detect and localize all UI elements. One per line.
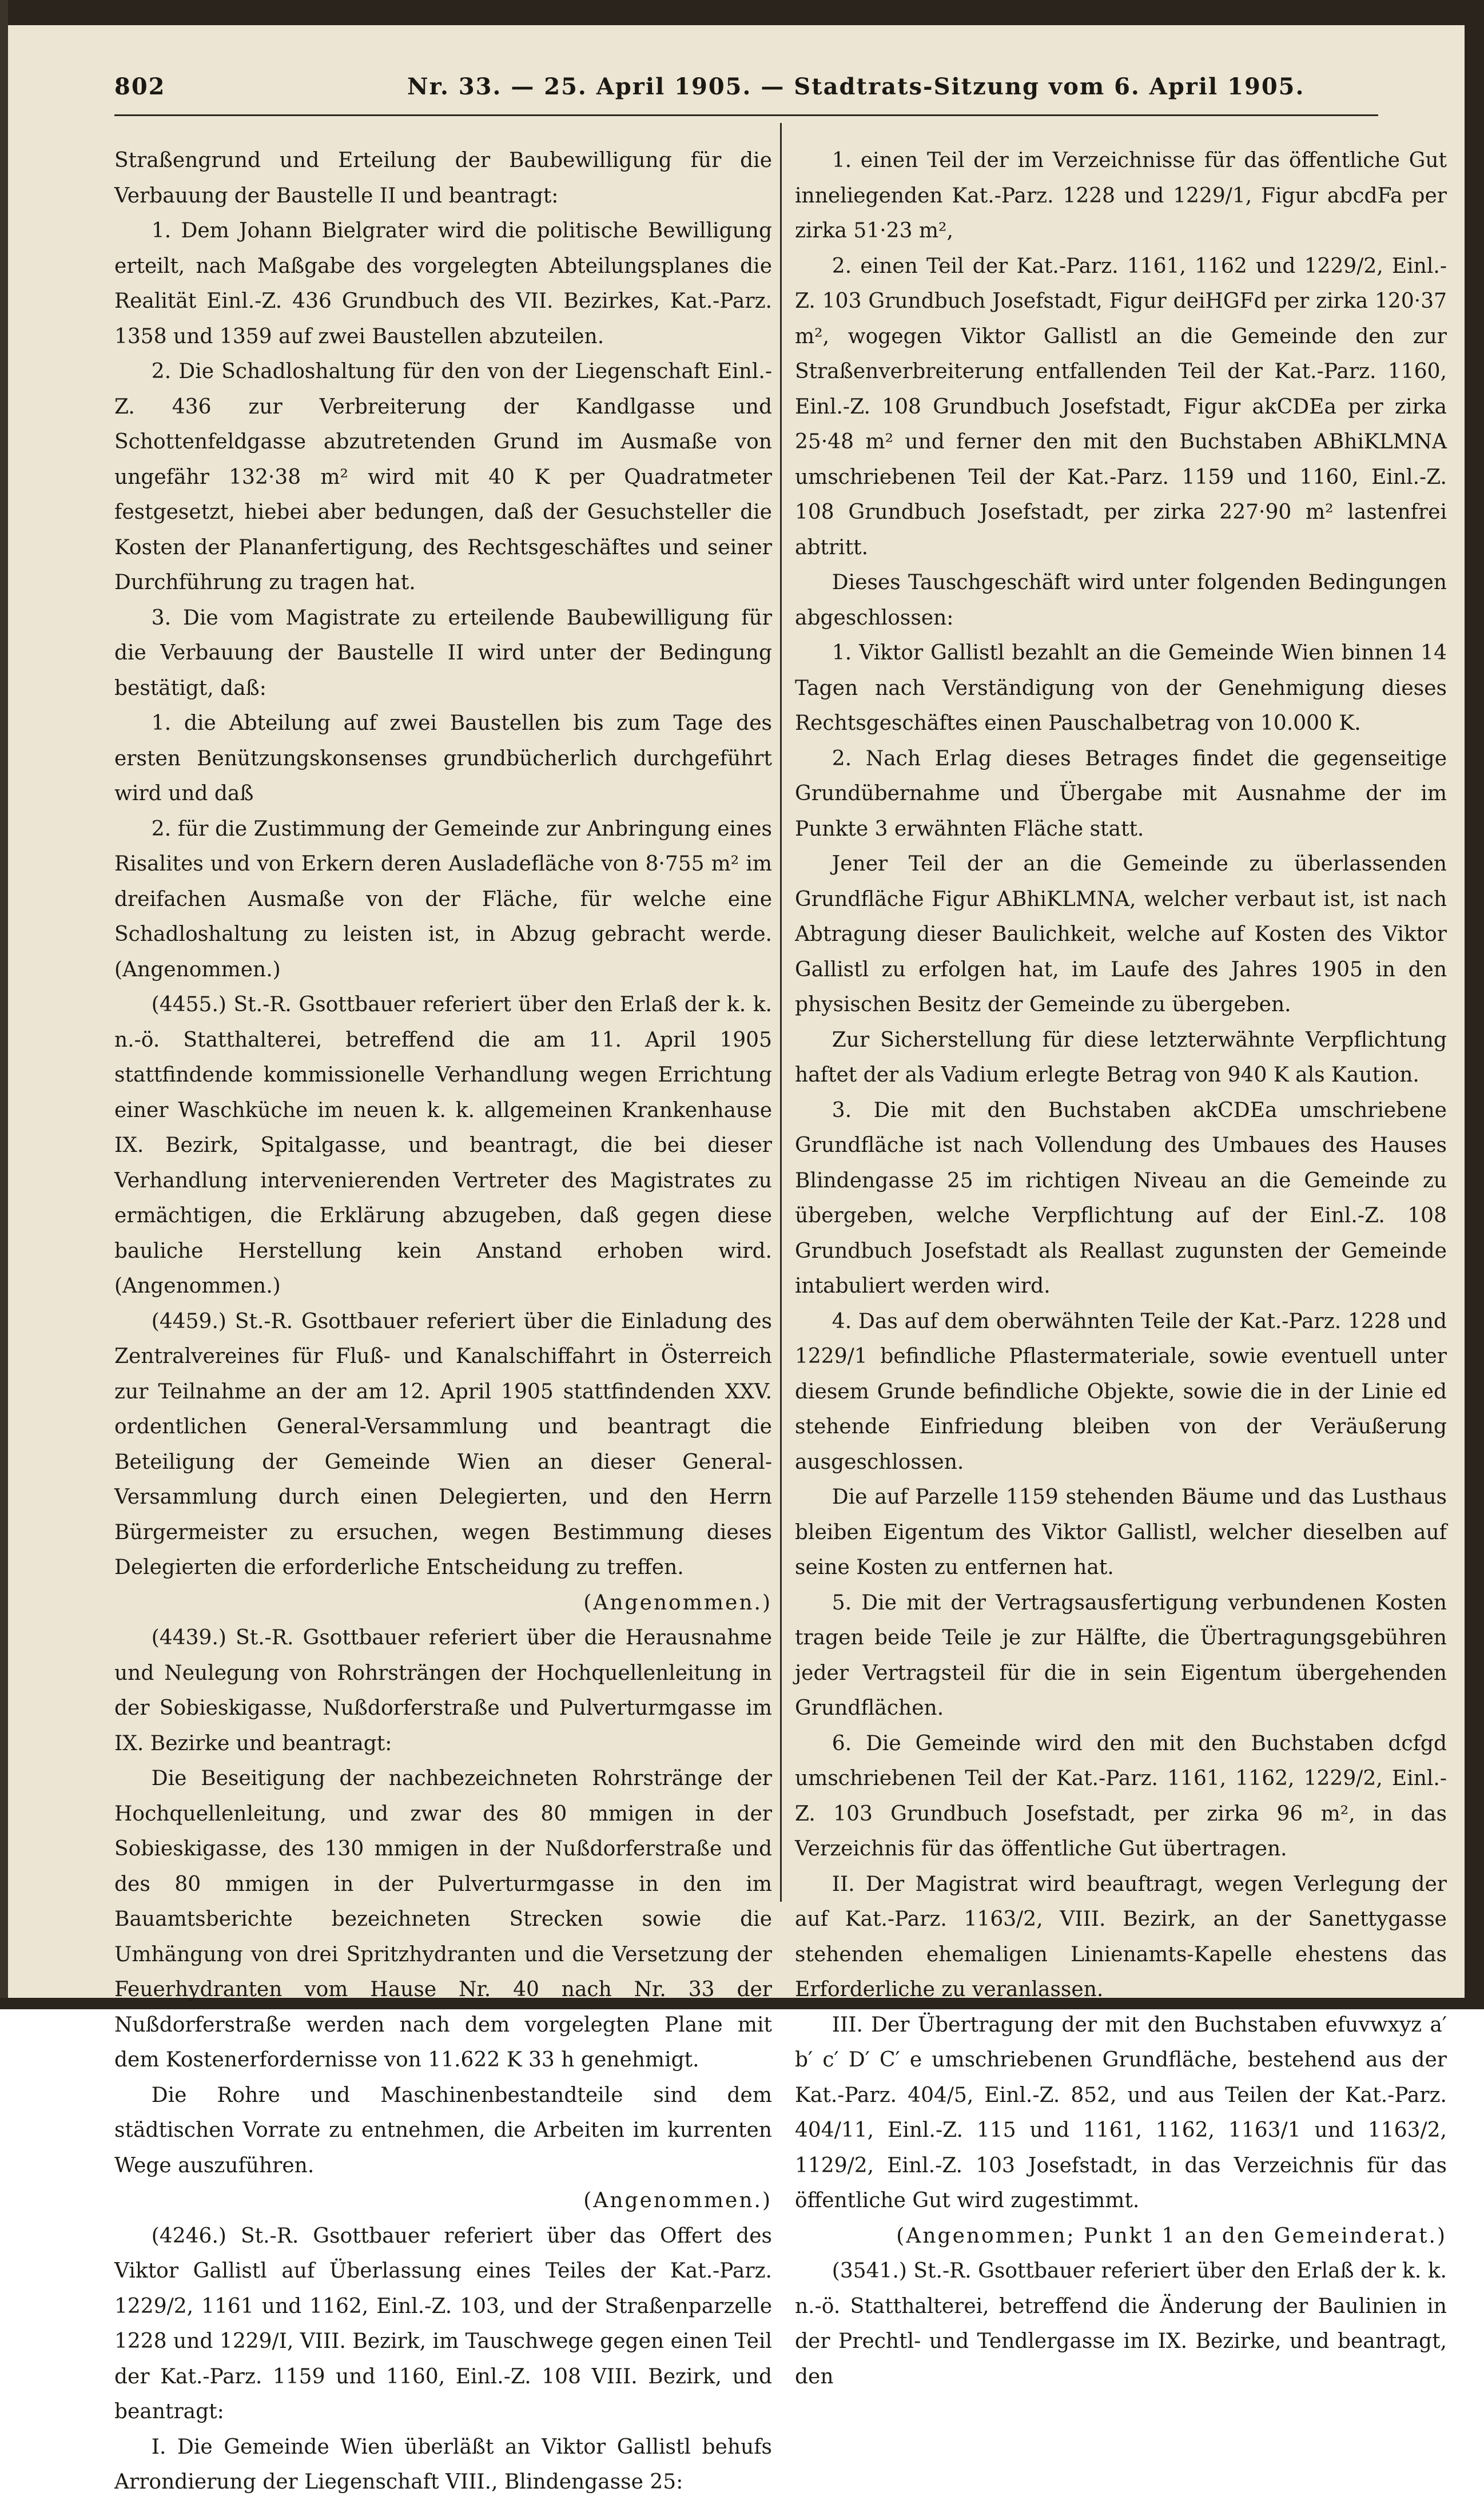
paragraph: 2. für die Zustimmung der Gemeinde zur Anbringung eines Risalites und von Erkern deren Ausladefläche von 8·755 m² im dreifachen Ausmaße von der Fläche, für welche eine Schadloshaltung zu leisten ist, in Abzug gebracht werde. (Angenommen.)	[114, 817, 772, 981]
paragraph: 5. Die mit der Vertragsausfertigung verbundenen Kosten tragen beide Teile je zur Hälfte, die Übertragungsgebühren jeder Vertragsteil für die in sein Eigentum übergehenden Grundflächen.	[795, 1591, 1447, 1720]
page-header	[114, 62, 1378, 113]
paragraph: 6. Die Gemeinde wird den mit den Buchstaben dcfgd umschriebenen Teil der Kat.-Parz. 1161, 1162, 1229/2, Einl.-Z. 103 Grundbuch Josefstadt, per zirka 96 m², in das Verzeichnis für das öffentliche Gut übertragen.	[795, 1731, 1447, 1861]
scan-border-right	[1465, 0, 1484, 2009]
paragraph: 1. Dem Johann Bielgrater wird die politische Bewilligung erteilt, nach Maßgabe des vorgelegten Abteilungsplanes die Realität Einl.-Z. 436 Grundbuch des VII. Bezirkes, Kat.-Parz. 1358 und 1359 auf zwei Baustellen abzuteilen.	[114, 219, 772, 348]
paragraph: (4439.) St.-R. Gsottbauer referiert über die Herausnahme und Neulegung von Rohrsträngen der Hochquellenleitung in der Sobieskigasse, Nußdorferstraße und Pulverturmgasse im IX. Bezirke und beantragt:	[114, 1626, 772, 1755]
paragraph: (4246.) St.-R. Gsottbauer referiert über das Offert des Viktor Gallistl auf Überlassung eines Teiles der Kat.-Parz. 1229/2, 1161 und 1162, Einl.-Z. 103, und der Straßenparzelle 1228 und 1229/I, VIII. Bezirk, im Tauschwege gegen einen Teil der Kat.-Parz. 1159 und 1160, Einl.-Z. 108 VIII. Bezirk, und beantragt:	[114, 2224, 772, 2423]
paragraph: Dieses Tauschgeschäft wird unter folgenden Bedingungen abgeschlossen:	[795, 571, 1447, 630]
paragraph: Jener Teil der an die Gemeinde zu überlassenden Grundfläche Figur ABhiKLMNA, welcher verbaut ist, ist nach Abtragung dieser Baulichkeit, welche auf Kosten des Viktor Gallistl zu erfolgen hat, im Laufe des Jahres 1905 in den physischen Besitz der Gemeinde zu übergeben.	[795, 852, 1447, 1016]
paragraph: II. Der Magistrat wird beauftragt, wegen Verlegung der auf Kat.-Parz. 1163/2, VIII. Bezirk, an der Sanettygasse stehenden ehemaligen Linienamts-Kapelle ehestens das Erforderliche zu veranlassen.	[795, 1872, 1447, 2001]
paragraph: Zur Sicherstellung für diese letzterwähnte Verpflichtung haftet der als Vadium erlegte Betrag von 940 K als Kaution.	[795, 1028, 1447, 1087]
paragraph: Die auf Parzelle 1159 stehenden Bäume und das Lusthaus bleiben Eigentum des Viktor Gallistl, welcher dieselben auf seine Kosten zu entfernen hat.	[795, 1485, 1447, 1579]
resolution-note: (Angenommen.)	[583, 1591, 772, 1615]
paragraph: (3541.) St.-R. Gsottbauer referiert über den Erlaß der k. k. n.-ö. Statthalterei, betreffend die Änderung der Baulinien in der Prechtl- und Tendlergasse im IX. Bezirke, und beantragt, den	[795, 2259, 1447, 2388]
paragraph: (4459.) St.-R. Gsottbauer referiert über die Einladung des Zentralvereines für Fluß- und Kanalschiffahrt in Österreich zur Teilnahme an der am 12. April 1905 stattfindenden XXV. ordentlichen General-Versammlung und beantragt die Beteiligung der Gemeinde Wien an dieser General-Versammlung durch einen Delegierten, und den Herrn Bürgermeister zu ersuchen, wegen Bestimmung dieses Delegierten die erforderliche Entscheidung zu treffen.	[114, 1309, 772, 1579]
paragraph: Die Beseitigung der nachbezeichneten Rohrstränge der Hochquellenleitung, und zwar des 80 mmigen in der Sobieskigasse, des 130 mmigen in der Nußdorferstraße und des 80 mmigen in der Pulverturmgasse in den im Bauamtsberichte bezeichneten Strecken sowie die Umhängung von drei Spritzhydranten und die Versetzung der Feuerhydranten vom Hause Nr. 40 nach Nr. 33 der Nußdorferstraße werden nach dem vorgelegten Plane mit dem Kostenerfordernisse von 11.622 K 33 h genehmigt.	[114, 1767, 772, 2072]
resolution-note: (Angenommen; Punkt 1 an den Gemeinderat.)	[896, 2224, 1447, 2248]
paragraph: 2. einen Teil der Kat.-Parz. 1161, 1162 und 1229/2, Einl.-Z. 103 Grundbuch Josefstadt, Figur deiHGFd per zirka 120·37 m², wogegen Viktor Gallistl an die Gemeinde den zur Straßenverbreiterung entfallenden Teil der Kat.-Parz. 1160, Einl.-Z. 108 Grundbuch Josefstadt, Figur akCDEa per zirka 25·48 m² und ferner den mit den Buchstaben ABhiKLMNA umschriebenen Teil der Kat.-Parz. 1159 und 1160, Einl.-Z. 108 Grundbuch Josefstadt, per zirka 227·90 m² lastenfrei abtritt.	[795, 254, 1447, 559]
paragraph: 1. die Abteilung auf zwei Baustellen bis zum Tage des ersten Benützungskonsenses grundbücherlich durchgeführt wird und daß	[114, 712, 772, 805]
paragraph: Die Rohre und Maschinenbestandteile sind dem städtischen Vorrate zu entnehmen, die Arbeiten im kurrenten Wege auszuführen.	[114, 2083, 772, 2177]
paragraph: Straßengrund und Erteilung der Baubewilligung für die Verbauung der Baustelle II und beantragt:	[114, 149, 772, 208]
resolution-note: (Angenommen.)	[583, 2189, 772, 2212]
paragraph: 4. Das auf dem oberwähnten Teile der Kat.-Parz. 1228 und 1229/1 befindliche Pflastermateriale, sowie eventuell unter diesem Grunde befindliche Objekte, sowie die in der Linie ed stehende Einfriedung bleiben von der Veräußerung ausgeschlossen.	[795, 1309, 1447, 1474]
right-column	[795, 143, 1447, 2388]
paragraph: III. Der Übertragung der mit den Buchstaben efuvwxyz a′ b′ c′ D′ C′ e umschriebenen Grundfläche, bestehend aus der Kat.-Parz. 404/5, Einl.-Z. 852, und aus Teilen der Kat.-Parz. 404/11, Einl.-Z. 115 und 1161, 1162, 1163/1 und 1163/2, 1129/2, Einl.-Z. 103 Josefstadt, in das Verzeichnis für das öffentliche Gut wird zugestimmt.	[795, 2013, 1447, 2212]
page-number: 802	[114, 73, 166, 100]
paragraph: 1. Viktor Gallistl bezahlt an die Gemeinde Wien binnen 14 Tagen nach Verständigung von der Genehmigung dieses Rechtsgeschäftes einen Pauschalbetrag von 10.000 K.	[795, 641, 1447, 735]
scan-border-left	[0, 0, 8, 2009]
paragraph: 1. einen Teil der im Verzeichnisse für das öffentliche Gut inneliegenden Kat.-Parz. 1228 und 1229/1, Figur abcdFa per zirka 51·23 m²,	[795, 149, 1447, 243]
running-title: Nr. 33. — 25. April 1905. — Stadtrats-Sitzung vom 6. April 1905.	[407, 73, 1305, 100]
paragraph: 3. Die mit den Buchstaben akCDEa umschriebene Grundfläche ist nach Vollendung des Umbaues des Hauses Blindengasse 25 im richtigen Niveau an die Gemeinde zu übergeben, welche Verpflichtung auf der Einl.-Z. 108 Grundbuch Josefstadt als Reallast zugunsten der Gemeinde intabuliert werden wird.	[795, 1098, 1447, 1298]
paragraph: 2. Die Schadloshaltung für den von der Liegenschaft Einl.-Z. 436 zur Verbreiterung der Kandlgasse und Schottenfeldgasse abzutretenden Grund im Ausmaße von ungefähr 132·38 m² wird mit 40 K per Quadratmeter festgesetzt, hiebei aber bedungen, daß der Gesuchsteller die Kosten der Plananfertigung, des Rechtsgeschäftes und seiner Durchführung zu tragen hat.	[114, 360, 772, 594]
scan-border-top	[0, 0, 1484, 25]
paragraph: 2. Nach Erlag dieses Betrages findet die gegenseitige Grundübernahme und Übergabe mit Ausnahme der im Punkte 3 erwähnten Fläche statt.	[795, 746, 1447, 841]
paragraph: 3. Die vom Magistrate zu erteilende Baubewilligung für die Verbauung der Baustelle II wird unter der Bedingung bestätigt, daß:	[114, 606, 772, 700]
paragraph: I. Die Gemeinde Wien überläßt an Viktor Gallistl behufs Arrondierung der Liegenschaft VIII., Blindengasse 25:	[114, 2435, 772, 2494]
left-column	[114, 143, 772, 2494]
paragraph: (4455.) St.-R. Gsottbauer referiert über den Erlaß der k. k. n.-ö. Statthalterei, betreffend die am 11. April 1905 stattfindende kommissionelle Verhandlung wegen Errichtung einer Waschküche im neuen k. k. allgemeinen Krankenhause IX. Bezirk, Spitalgasse, und beantragt, die bei dieser Verhandlung intervenierenden Vertreter des Magistrates zu ermächtigen, die Erklärung abzugeben, daß gegen diese bauliche Herstellung kein Anstand erhoben wird. (Angenommen.)	[114, 993, 772, 1298]
column-divider	[780, 123, 782, 1902]
header-rule	[114, 114, 1378, 116]
